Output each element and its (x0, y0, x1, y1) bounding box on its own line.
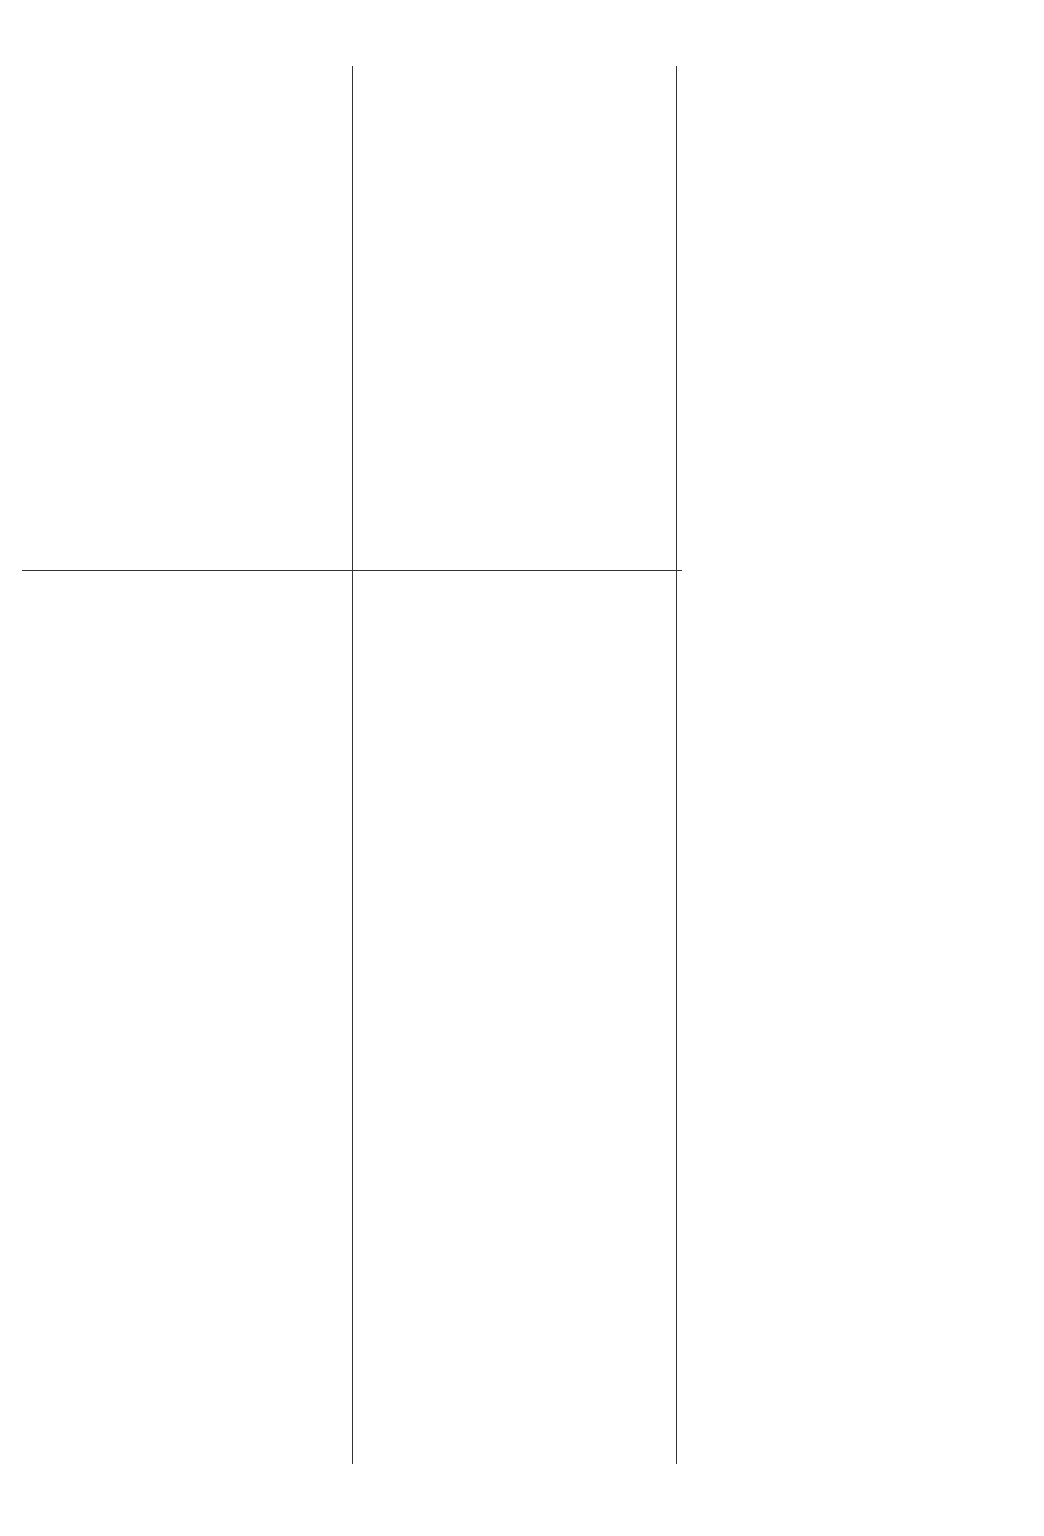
column-divider-left (352, 66, 353, 1464)
column-divider-right (676, 66, 677, 1464)
cut-line (22, 570, 682, 571)
column-middle (360, 64, 670, 68)
watermark-logo (846, 1436, 1036, 1528)
column-left (30, 64, 346, 68)
